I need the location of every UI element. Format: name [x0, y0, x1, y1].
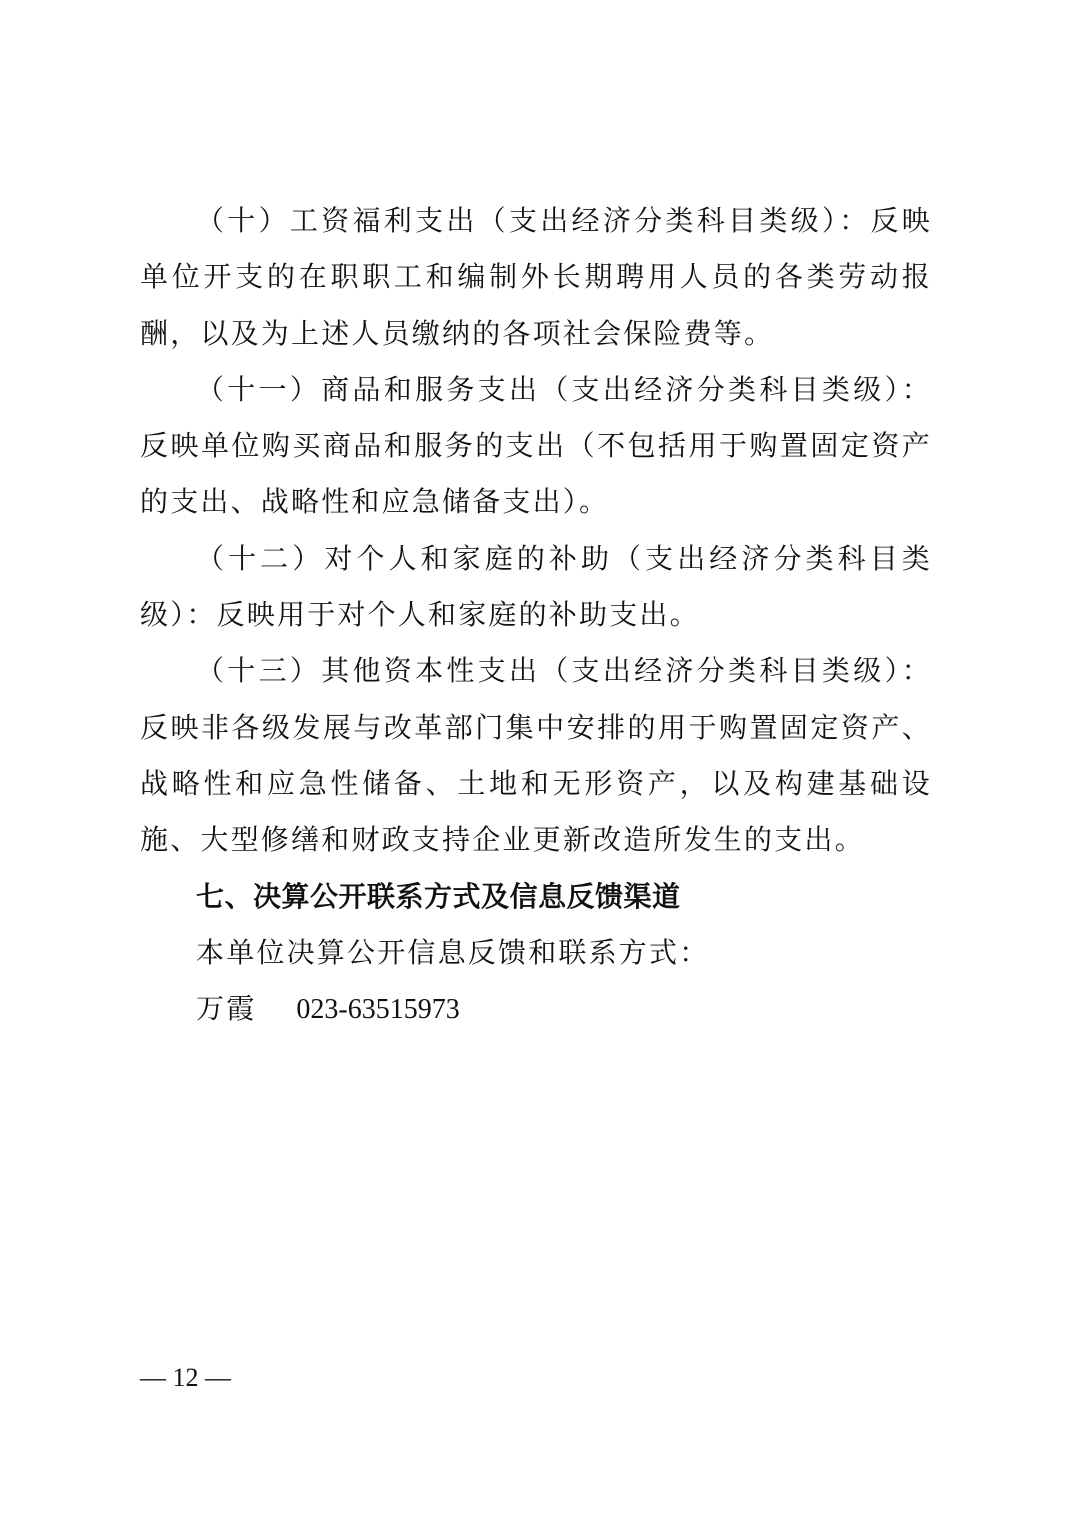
contact-name: 万霞 [196, 992, 257, 1026]
page-content [140, 193, 932, 1038]
paragraph-wage-welfare: （十）工资福利支出（支出经济分类科目类级）：反映单位开支的在职职工和编制外长期聘用人员的各类劳动报酬，以及为上述人员缴纳的各项社会保险费等。 [140, 204, 932, 350]
paragraph-household-subsidy: （十二）对个人和家庭的补助（支出经济分类科目类级）：反映用于对个人和家庭的补助支出。 [140, 541, 932, 632]
section-heading: 七、决算公开联系方式及信息反馈渠道 [196, 879, 681, 913]
paragraph-other-capital: （十三）其他资本性支出（支出经济分类科目类级）：反映非各级发展与改革部门集中安排的用于购置固定资产、战略性和应急性储备、土地和无形资产，以及构建基础设施、大型修缮和财政支持企业更新改造所发生的支出。 [140, 654, 932, 857]
paragraph-goods-services: （十一）商品和服务支出（支出经济分类科目类级）：反映单位购买商品和服务的支出（不包括用于购置固定资产的支出、战略性和应急储备支出）。 [140, 372, 932, 519]
page-number: — 12 — [140, 1363, 231, 1392]
contact-line [140, 981, 932, 1038]
contact-phone: 023-63515973 [296, 994, 460, 1026]
contact-intro: 本单位决算公开信息反馈和联系方式： [196, 935, 710, 969]
